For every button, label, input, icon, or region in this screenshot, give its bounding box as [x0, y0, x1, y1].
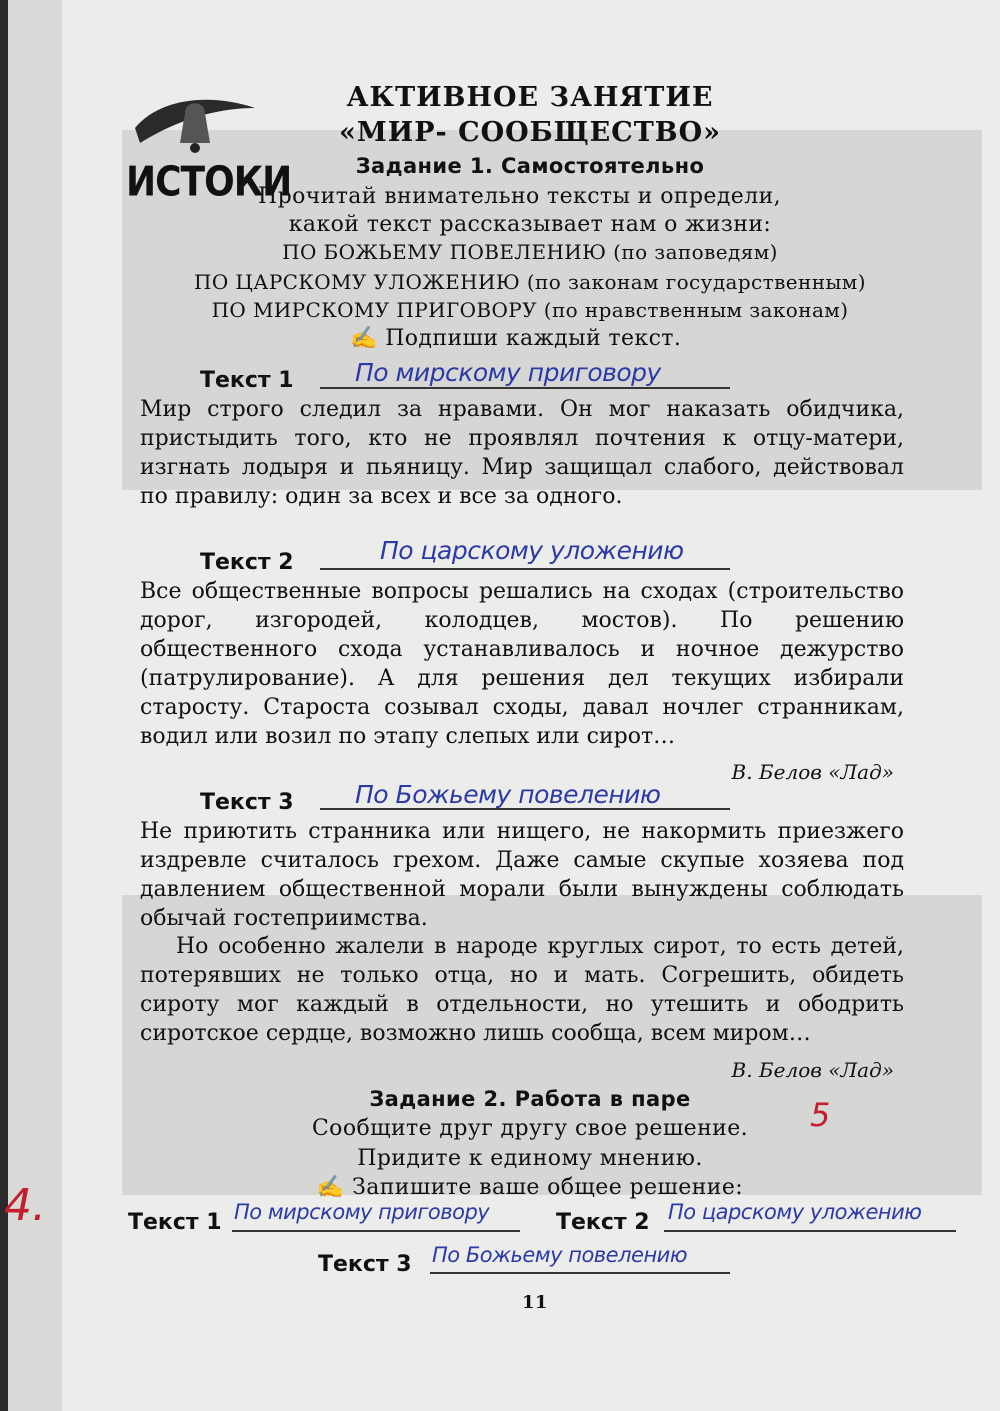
text2-answer[interactable]: По царскому уложению	[380, 536, 684, 565]
text2-author: В. Белов «Лад»	[731, 760, 894, 784]
text2-body: Все общественные вопросы решались на сходах (строительство дорог, изгородей, колодцев, мостов). По решению общественного схода устанавливалось и ночное дежурство (патрулирование). А для решения дел текущих избирали старосту. Староста созывал сходы, давал ночлег странникам, водил или возил по этапу слепых или сирот…	[140, 579, 904, 749]
option-tsar-code: ПО ЦАРСКОМУ УЛОЖЕНИЮ (по законам государственным)	[194, 270, 866, 294]
text1-answer-line	[320, 387, 730, 389]
final-text2-label: Текст 2	[556, 1210, 650, 1235]
final-text1-answer[interactable]: По мирскому приговору	[234, 1200, 490, 1224]
final-text3-label: Текст 3	[318, 1252, 412, 1277]
text2-label: Текст 2	[200, 550, 294, 575]
task2-line3-text: Запишите ваше общее решение:	[352, 1175, 744, 1200]
red-grade-mark: 5	[810, 1096, 831, 1134]
text3-body2: Но особенно жалели в народе круглых сирот, то есть детей, потерявших не только отца, но и мать. Согрешить, обидеть сироту мог каждый в отдельности, но утешить и ободрить сиротское сердце, возможно лишь сообща, всем миром…	[140, 934, 904, 1046]
task1-intro-1: Прочитай внимательно тексты и определи,	[258, 184, 782, 209]
option-gods-command: ПО БОЖЬЕМУ ПОВЕЛЕНИЮ (по заповедям)	[282, 240, 778, 264]
task2-heading: Задание 2. Работа в паре	[369, 1087, 691, 1111]
final-text1-line	[232, 1230, 520, 1232]
page-title: АКТИВНОЕ ЗАНЯТИЕ	[346, 82, 714, 113]
text2-answer-line	[320, 568, 730, 570]
final-text1-label: Текст 1	[128, 1210, 222, 1235]
option-mir-verdict: ПО МИРСКОМУ ПРИГОВОРУ (по нравственным законам)	[211, 298, 849, 322]
text3-body: Не приютить странника или нищего, не накормить приезжего издревле считалось грехом. Даже самые скупые хозяева под давлением общественной морали были вынуждены соблюдать обычай гостеприимства.	[140, 819, 904, 931]
logo-text: ИСТОКИ	[126, 158, 292, 207]
sign-instruction	[350, 326, 681, 351]
text1-label: Текст 1	[200, 368, 294, 393]
task1-heading: Задание 1. Самостоятельно	[355, 154, 705, 178]
margin-grade-mark: 4.	[4, 1180, 46, 1231]
page-subtitle: «МИР- СООБЩЕСТВО»	[338, 117, 722, 148]
text3-answer[interactable]: По Божьему повелению	[355, 780, 661, 809]
pencil-icon: ✍	[350, 326, 378, 351]
page-number: 11	[522, 1292, 548, 1313]
final-text2-answer[interactable]: По царскому уложению	[668, 1200, 922, 1224]
task1-intro-2: какой текст рассказывает нам о жизни:	[288, 212, 772, 237]
final-text2-line	[664, 1230, 956, 1232]
sign-instruction-text: Подпиши каждый текст.	[385, 326, 682, 351]
task2-line3	[110, 1175, 950, 1200]
final-text3-answer[interactable]: По Божьему повелению	[432, 1243, 688, 1267]
text3-author: В. Белов «Лад»	[731, 1058, 894, 1082]
task2-line2: Придите к единому мнению.	[357, 1146, 703, 1171]
task2-line1: Сообщите друг другу свое решение.	[311, 1116, 749, 1141]
text3-label: Текст 3	[200, 790, 294, 815]
pencil-icon: ✍	[316, 1175, 345, 1200]
final-text3-line	[430, 1272, 730, 1274]
text1-body: Мир строго следил за нравами. Он мог наказать обидчика, пристыдить того, кто не проявлял почтения к отцу-матери, изгнать лодыря и пьяницу. Мир защищал слабого, действовал по правилу: один за всех и все за одного.	[140, 397, 904, 509]
text1-answer[interactable]: По мирскому приговору	[355, 358, 661, 387]
